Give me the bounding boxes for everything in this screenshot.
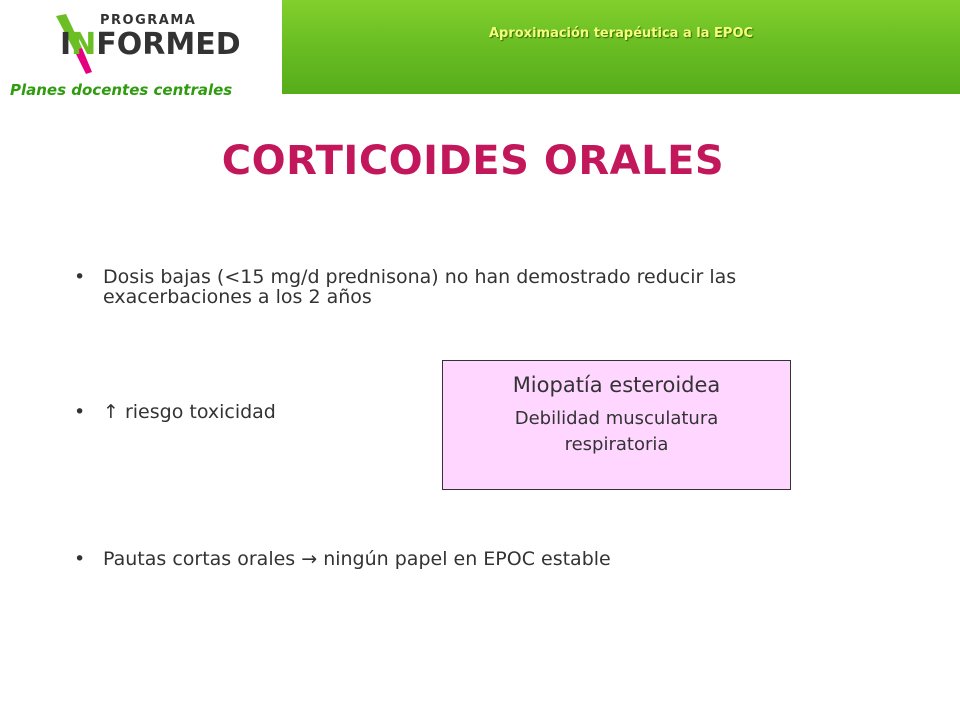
bullet-text: Dosis bajas (<15 mg/d prednisona) no han demostrado reducir las exacerbaciones a los 2 años (103, 266, 737, 308)
callout-body-line: respiratoria (564, 434, 669, 455)
logo-area (0, 0, 282, 104)
bullet-marker: • (74, 401, 86, 423)
callout-heading: Miopatía esteroidea (512, 373, 721, 397)
up-arrow-icon: ↑ (103, 401, 119, 423)
slide-title: CORTICOIDES ORALES (221, 138, 725, 184)
bullet-text-before: Pautas cortas orales (103, 548, 302, 570)
informed-logo (52, 10, 242, 76)
bullet-text-wrap (103, 549, 884, 569)
callout-body-line: Debilidad musculatura (514, 408, 719, 429)
bullet-text: riesgo toxicidad (118, 401, 276, 423)
bullet-text-after: ningún papel en EPOC estable (317, 548, 611, 570)
bullet-marker: • (74, 266, 86, 288)
bullet-item (74, 549, 884, 569)
bullet-item (74, 402, 414, 422)
logo-main-word-lead: I (60, 27, 72, 62)
header-band (282, 0, 960, 94)
logo-tagline: Planes docentes centrales (10, 81, 233, 99)
logo-top-word: PROGRAMA (100, 13, 197, 28)
right-arrow-icon: → (301, 548, 318, 570)
logo-main-word-n: N (71, 27, 97, 62)
callout-box (442, 360, 791, 490)
callout-body (443, 406, 790, 458)
course-title: Aproximación terapéutica a la EPOC (488, 26, 754, 41)
bullet-marker: • (74, 548, 86, 570)
bullet-text-wrap (103, 402, 414, 422)
logo-main-word (60, 27, 241, 62)
logo-main-word-rest: FORMED (96, 27, 241, 62)
bullet-item (74, 267, 884, 307)
